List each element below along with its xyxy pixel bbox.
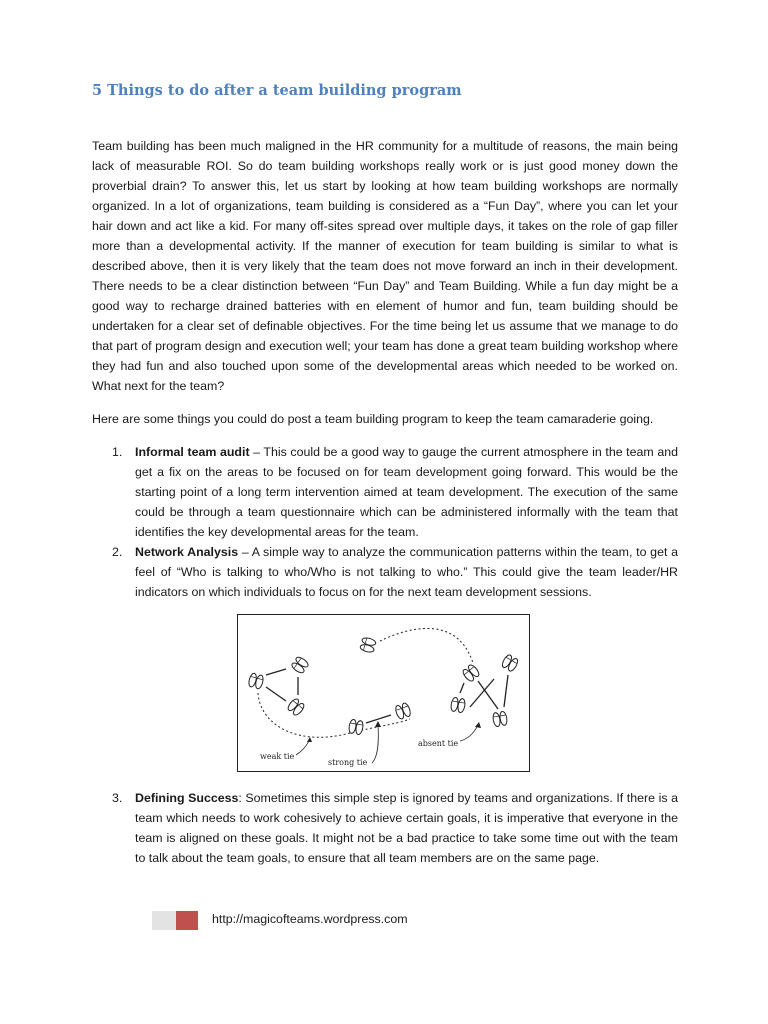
tie-line <box>470 679 494 707</box>
person-icon <box>286 697 305 716</box>
item-heading: Defining Success <box>135 791 239 805</box>
person-icon <box>461 663 480 682</box>
person-icon <box>394 702 412 720</box>
footer-url[interactable]: http://magicofteams.wordpress.com <box>212 912 408 926</box>
tie-line <box>266 669 286 675</box>
weak-tie-label: weak tie <box>260 752 295 761</box>
page-title: 5 Things to do after a team building program <box>92 82 462 99</box>
arrow-icon <box>460 725 478 741</box>
item-text: – A simple way to analyze the communication patterns within the team, to get a feel of “Who is talking to who/Who is not talking to who.” This could give the team leader/HR indicators on which individuals to focus on for the next team development sessions. <box>135 545 678 599</box>
arrowhead-icon <box>375 721 381 727</box>
weak-tie-path <box>380 628 473 663</box>
person-icon <box>290 655 309 674</box>
lead-in-paragraph: Here are some things you could do post a team building program to keep the team camaraderie going. <box>92 412 654 426</box>
arrowhead-icon <box>307 737 312 742</box>
item-number: 1. <box>112 445 123 459</box>
person-icon <box>348 719 364 735</box>
footer-accent-red <box>176 911 198 930</box>
item-number: 3. <box>112 791 123 805</box>
person-icon <box>501 654 520 673</box>
network-diagram <box>238 615 529 771</box>
person-icon <box>450 697 466 713</box>
item-number: 2. <box>112 545 123 559</box>
tie-line <box>266 687 286 701</box>
person-icon <box>248 672 265 689</box>
footer-accent-grey <box>152 911 176 930</box>
tie-line <box>460 683 464 693</box>
person-icon <box>492 711 508 727</box>
absent-tie-label: absent tie <box>418 739 459 748</box>
intro-paragraph: Team building has been much maligned in the HR community for a multitude of reasons, the main being lack of measurable ROI. So do team building workshops really work or is just good money down the proverbial drain? To answer this, let us start by looking at how team building workshops are normally organized. In a lot of organizations, team building is considered as a “Fun Day”, where you can let your hair down and act like a kid. For many off-sites spread over multiple days, it takes on the role of gap filler more than a developmental activity. If the manner of execution for team building is similar to what is described above, then it is very likely that the team does not move forward an inch in their development. There needs to be a clear distinction between “Fun Day” and Team Building. While a fun day might be a good way to recharge drained batteries with en element of humor and fun, team building should be undertaken for a clear set of definable objectives. For the time being let us assume that we manage to do that part of program design and execution well; your team has done a great team building workshop where they had fun and also touched upon some of the developmental areas which needed to be worked on. What next for the team? <box>92 139 678 393</box>
tie-line <box>504 675 508 707</box>
strong-tie-label: strong tie <box>328 758 368 767</box>
list-item <box>92 788 678 868</box>
strong-tie-line <box>366 715 391 723</box>
tips-list-part-2 <box>92 788 678 868</box>
list-item <box>92 442 678 542</box>
weak-tie-path <box>258 693 410 737</box>
tips-list-part-1 <box>92 442 678 602</box>
arrow-icon <box>372 725 378 763</box>
item-heading: Informal team audit <box>135 445 250 459</box>
list-item <box>92 542 678 602</box>
arrowhead-icon <box>475 722 481 728</box>
person-icon <box>359 637 376 654</box>
item-heading: Network Analysis <box>135 545 239 559</box>
item-text: : Sometimes this simple step is ignored by teams and organizations. If there is a team which needs to work cohesively to achieve certain goals, it is imperative that everyone in the team is aligned on these goals. It might not be a bad practice to take some time out with the team to talk about the team goals, to ensure that all team members are on the same page. <box>135 791 678 865</box>
item-text: – This could be a good way to gauge the current atmosphere in the team and get a fix on the areas to be focused on for team development going forward. This would be the starting point of a long term intervention aimed at team development. The execution of the same could be through a team questionnaire which can be administered informally with the team that identifies the key developmental areas for the team. <box>135 445 678 539</box>
network-analysis-figure <box>237 614 530 772</box>
